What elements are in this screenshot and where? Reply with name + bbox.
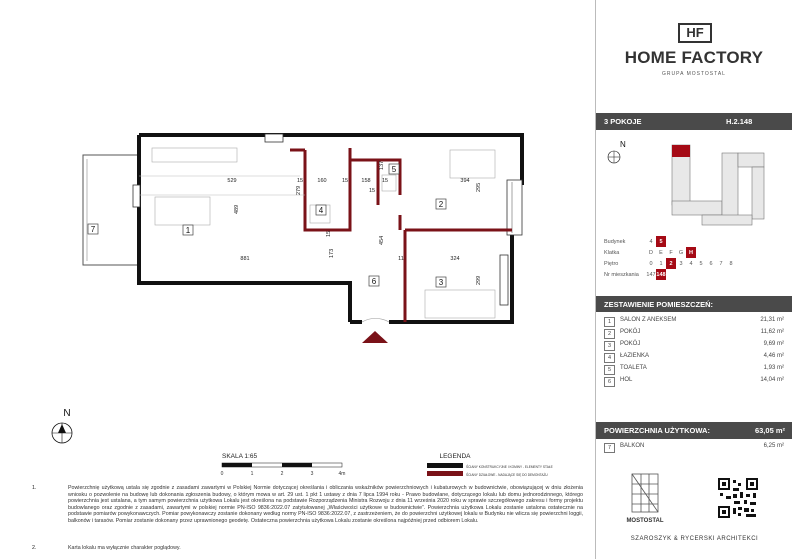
svg-text:N: N [63,408,71,419]
unit-code: H.2.148 [726,117,753,126]
north-arrow [52,408,72,443]
room-label-7: 7 [90,225,96,234]
svg-text:15: 15 [326,230,332,237]
hf-mark: HF [678,23,712,43]
rooms-count: 3 POKOJE [604,117,642,126]
notes [28,485,583,555]
svg-text:2: 2 [280,471,284,477]
site-plan-thumbnail [602,133,790,231]
partition-walls [290,148,512,322]
rooms-header: ZESTAWIENIE POMIESZCZEŃ: [596,296,792,312]
svg-text:11: 11 [398,256,404,262]
room-row: 4 ŁAZIENKA 4,46 m² [604,352,784,363]
svg-text:3: 3 [310,471,314,477]
room-row: 6 HOL 14,04 m² [604,376,784,387]
svg-text:LEGENDA: LEGENDA [439,453,471,460]
balcony [83,155,139,265]
room-label-6: 6 [371,277,377,286]
svg-text:295: 295 [476,182,482,192]
mostostal-logo [624,470,666,526]
svg-text:15: 15 [341,178,349,184]
entrance-marker [362,331,388,343]
svg-text:SKALA 1:65: SKALA 1:65 [222,453,258,460]
svg-text:MOSTOSTAL: MOSTOSTAL [626,518,664,524]
scale-bar [221,453,346,477]
svg-text:394: 394 [460,178,470,184]
svg-text:15: 15 [381,178,389,184]
svg-text:4m: 4m [338,471,346,477]
usable-area-label: POWIERZCHNIA UŻYTKOWA: [604,426,710,435]
usable-area-value: 63,05 m² [754,426,785,435]
room-labels [88,164,446,287]
svg-text:0: 0 [220,471,224,477]
svg-text:299: 299 [476,275,482,285]
note-text: Powierzchnię użytkową ustala się zgodnie z zasadami zawartymi w Polskiej Normie dotyczącej określania i obliczania wskaźników powierzchniowych i kubaturowych w budownictwie, obowiązującej w dniu złożenia wniosku o pozwolenie na budowę lub dokonania zgłoszenia budowy, o którym mowa w art. 29 ust. 1 pkt 1 ustawy z dnia 7 lipca 1994 roku - Prawo budowlane, dotyczącego lokalu lub domu jednorodzinnego, którego powierzchnia jest ustalana, a tym samym powierzchnia użytkowa Lokalu jest określona na podstawie Rozporządzenia Ministra Rozwoju z dnia 11 września 2020 roku w sprawie szczegółowego zakresu i formy projektu budowlanego oraz zgodnie z zasadami, zawartymi w polskiej normie PN-ISO 9836:2022.07 zatytułowanej „Właściwości użytkowe w budownictwie”. Powierzchnia użytkowa Lokalu zostanie ustalona ostatecznie na podstawie pomiarów powykonawczych. Pomiar powykonawczy zostanie dokonany według normy PN-ISO 9836:2022.07, z zastrzeżeniem, że do powierzchni użytkowej lokalu w Budynku nie wlicza się powierzchni loggii, balkonów i tarasów. Pomiar zostanie dokonany przez uprawnionego geodetę. Ostateczna powierzchnia użytkowa Lokalu zostanie określona najpóźniej przed odbiorem Lokalu. [68,485,583,524]
svg-text:N: N [620,140,626,149]
svg-text:ŚCIANY KONSTRUKCYJNE I KOMINY: ŚCIANY KONSTRUKCYJNE I KOMINY - ELEMENTY STAŁE [466,465,553,469]
svg-text:160: 160 [317,178,327,184]
room-label-5: 5 [391,165,397,174]
note-number: 1. [32,485,37,491]
balcony-row: 7 BALKON 6,25 m² [604,442,784,453]
svg-text:279: 279 [296,185,302,195]
floor-info-table: Budynek 4 5 Klatka D E F G H Piętro 0 1 2 3 4 5 6 7 8 Nr mieszkania 147 148 [604,236,736,280]
svg-text:158: 158 [361,178,371,184]
qr-code[interactable] [718,478,758,518]
svg-text:324: 324 [450,256,460,262]
svg-text:173: 173 [329,248,335,258]
note-text: Karta lokalu ma wyłącznie charakter poglądowy. [68,545,181,551]
room-row: 3 POKÓJ 9,69 m² [604,340,784,351]
usable-area-bar [596,422,792,439]
svg-text:15: 15 [368,188,376,194]
svg-text:489: 489 [234,204,240,214]
room-label-4: 4 [318,206,324,215]
svg-text:529: 529 [227,178,237,184]
dimensions [227,161,482,285]
room-row: 1 SALON Z ANEKSEM 21,31 m² [604,316,784,327]
svg-text:ŚCIANY DZIAŁOWE - NADAJĄCE SIĘ: ŚCIANY DZIAŁOWE - NADAJĄCE SIĘ DO DEMONTAŻU [466,473,548,477]
room-row: 5 TOALETA 1,93 m² [604,364,784,375]
info-panel [595,0,792,559]
svg-text:15: 15 [296,178,304,184]
room-label-1: 1 [185,226,191,235]
svg-text:1: 1 [250,471,254,477]
architects-credit: SZAROSZYK & RYCERSKI ARCHITEKCI [630,536,759,542]
svg-text:881: 881 [240,256,250,262]
unit-header [596,113,792,130]
svg-text:454: 454 [379,235,385,245]
brand-logo [622,24,766,90]
legend [427,453,553,477]
room-label-2: 2 [438,200,444,209]
brand-name: HOME FACTORY [624,48,764,67]
brand-sub: GRUPA MOSTOSTAL [662,71,726,77]
room-row: 2 POKÓJ 11,62 m² [604,328,784,339]
note-number: 2. [32,545,37,551]
room-label-3: 3 [438,278,444,287]
svg-text:137: 137 [379,160,385,170]
